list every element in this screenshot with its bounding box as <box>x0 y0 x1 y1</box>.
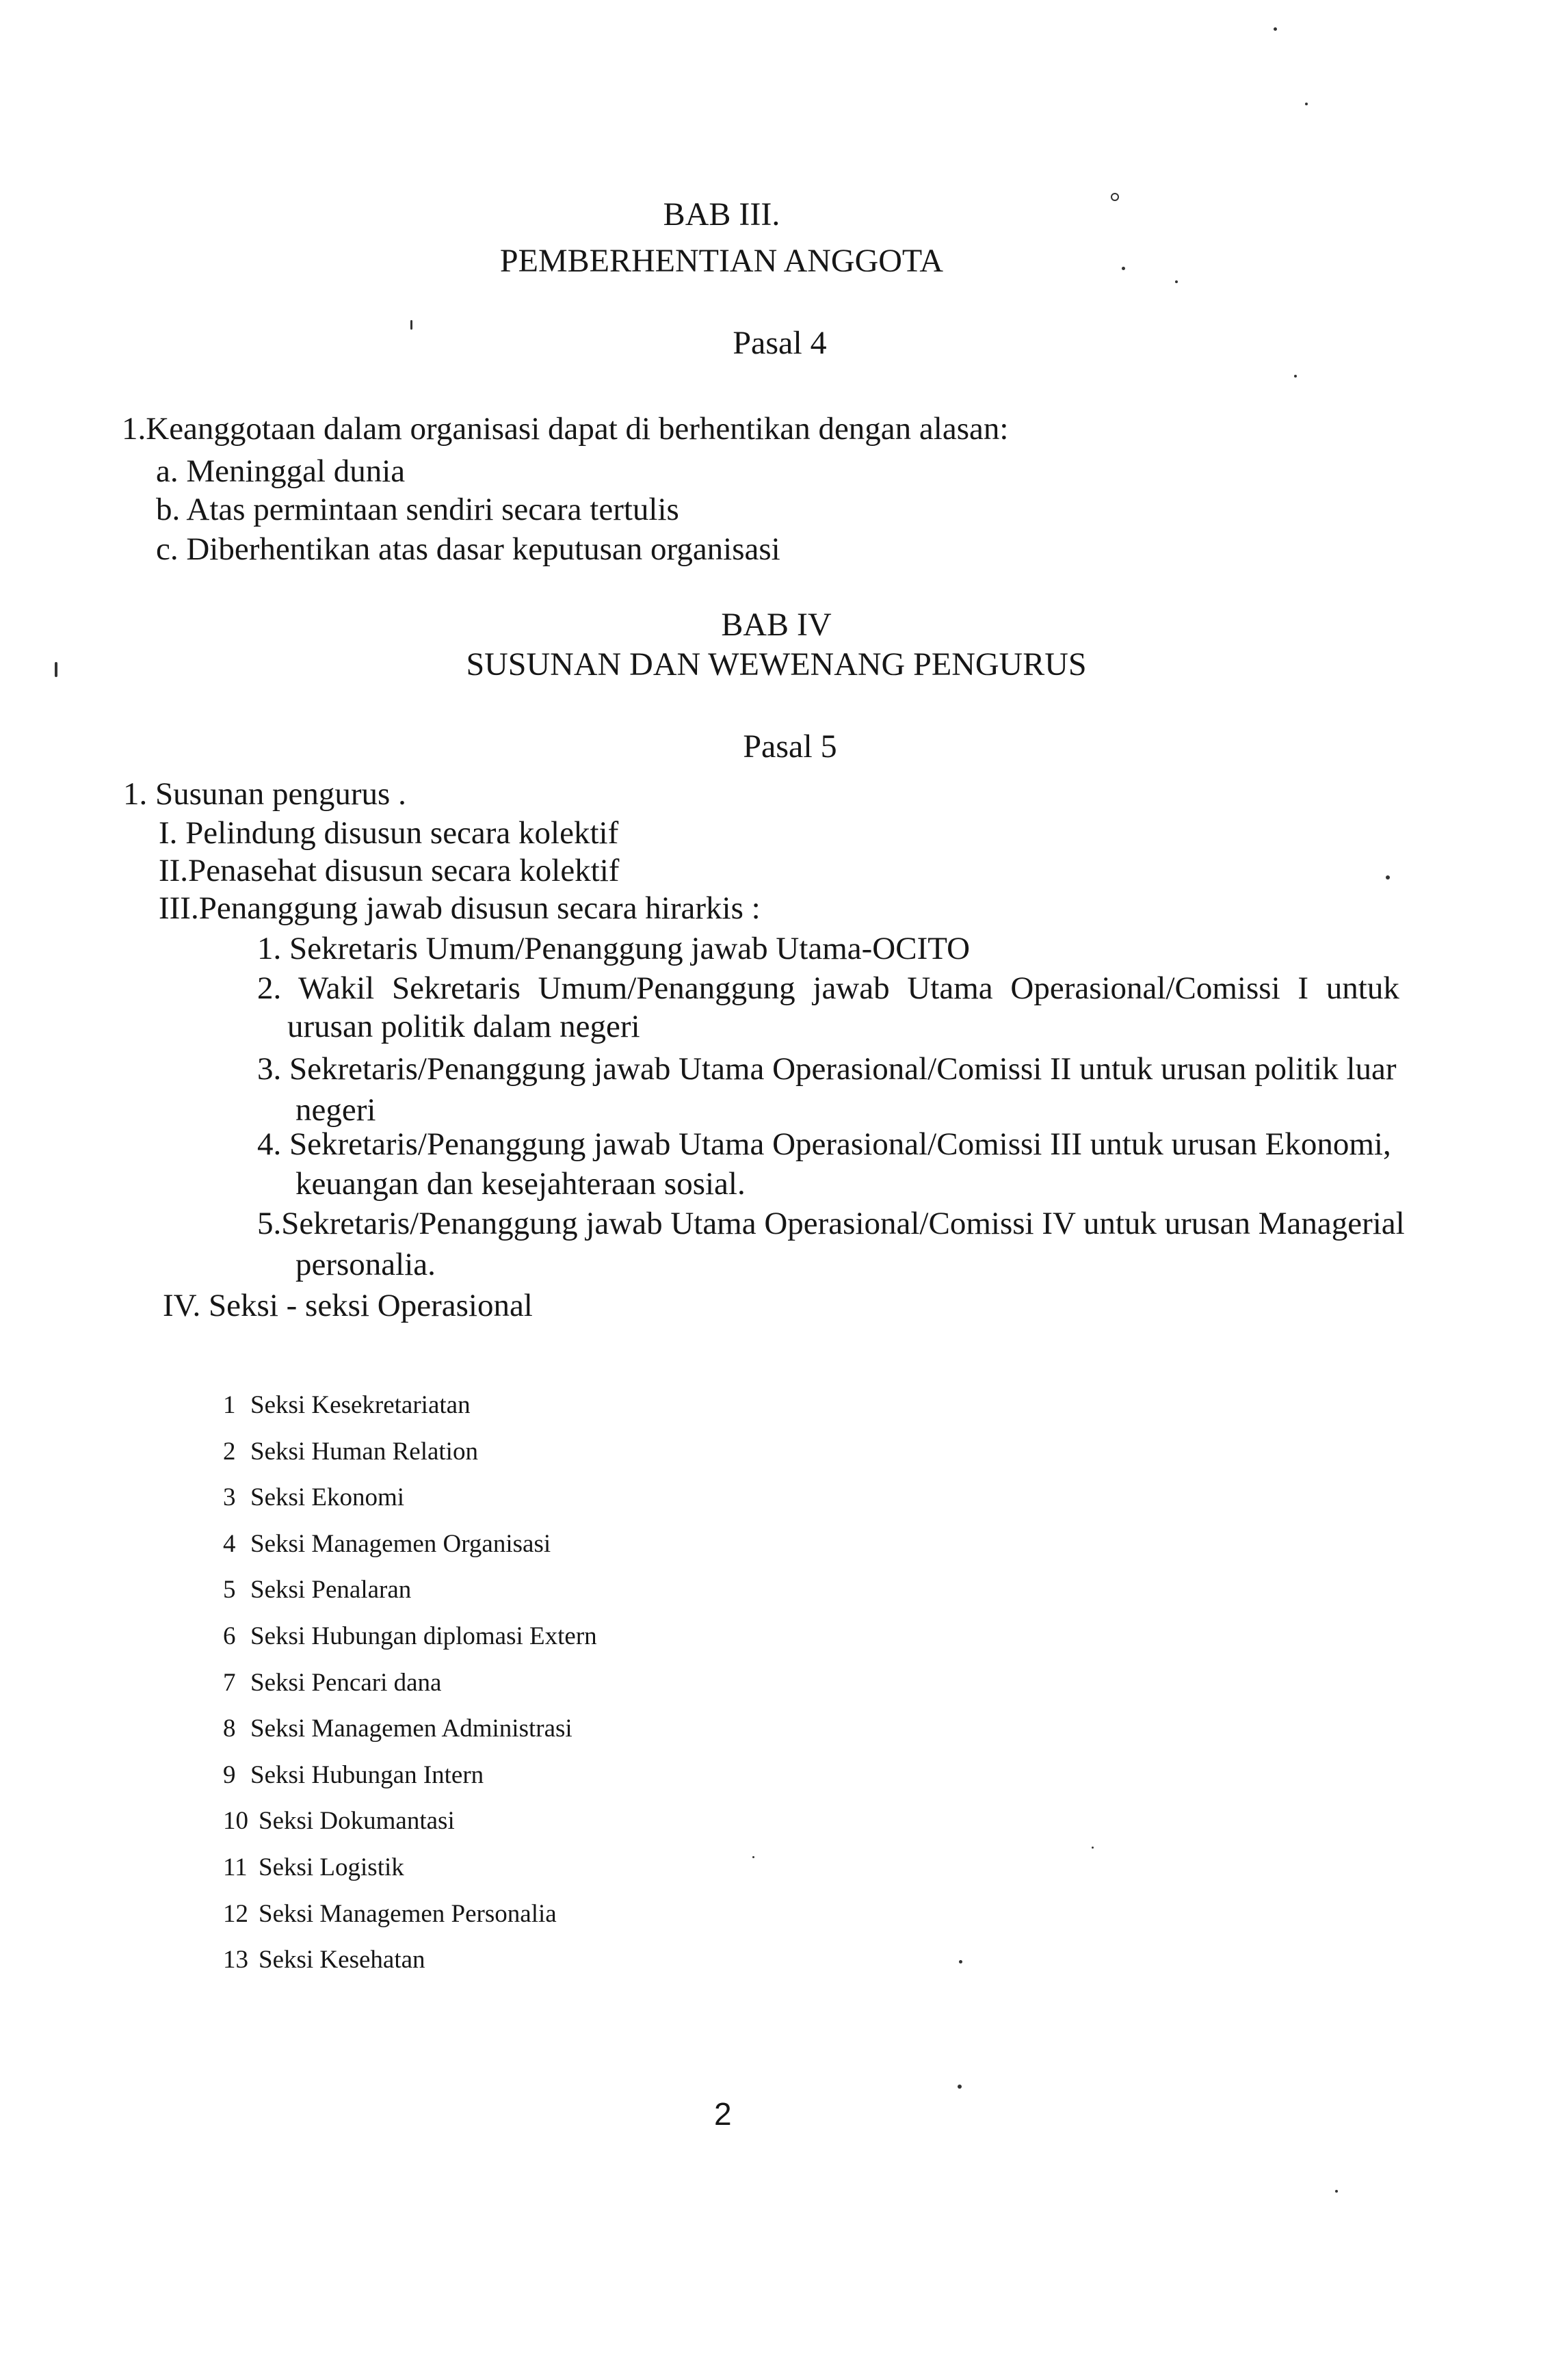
seksi-label: Seksi Kesehatan <box>259 1946 425 1974</box>
seksi-number: 3 <box>223 1483 236 1512</box>
numbered-item-1: 1. Sekretaris Umum/Penanggung jawab Utama-OCITO <box>257 931 971 966</box>
roman-item-3: III.Penanggung jawab disusun secara hirarkis : <box>159 890 761 926</box>
scan-speck <box>958 2085 962 2089</box>
seksi-label: Seksi Ekonomi <box>250 1483 405 1512</box>
scan-speck <box>959 1960 962 1964</box>
seksi-label: Seksi Hubungan diplomasi Extern <box>250 1622 597 1650</box>
seksi-label: Seksi Hubungan Intern <box>250 1760 484 1789</box>
seksi-item <box>223 1439 478 1464</box>
bab3-intro: 1.Keanggotaan dalam organisasi dapat di berhentikan dengan alasan: <box>122 411 1009 447</box>
seksi-number: 6 <box>223 1622 236 1650</box>
bab4-title: BAB IV <box>721 607 832 643</box>
seksi-item <box>223 1762 484 1788</box>
page-number: 2 <box>714 2096 732 2132</box>
scan-speck <box>410 320 412 330</box>
scan-speck <box>55 662 57 677</box>
seksi-label: Seksi Managemen Administrasi <box>250 1715 572 1743</box>
numbered-item-4-line1: 4. Sekretaris/Penanggung jawab Utama Operasional/Comissi III untuk urusan Ekonomi, <box>257 1126 1391 1162</box>
scan-speck <box>752 1856 754 1858</box>
seksi-item <box>223 1716 572 1741</box>
scan-speck <box>1092 1847 1094 1849</box>
seksi-item <box>223 1624 597 1649</box>
seksi-label: Seksi Dokumantasi <box>259 1807 455 1836</box>
numbered-item-5-line1: 5.Sekretaris/Penanggung jawab Utama Operasional/Comissi IV untuk urusan Managerial <box>257 1206 1405 1241</box>
seksi-number: 9 <box>223 1760 236 1789</box>
seksi-label: Seksi Managemen Organisasi <box>250 1529 551 1558</box>
seksi-label: Seksi Logistik <box>259 1853 404 1881</box>
seksi-item <box>223 1855 404 1880</box>
roman-item-4: IV. Seksi - seksi Operasional <box>163 1288 533 1323</box>
numbered-item-3-line2: negeri <box>295 1092 376 1128</box>
seksi-item <box>223 1808 455 1834</box>
bab3-subtitle: PEMBERHENTIAN ANGGOTA <box>499 243 944 279</box>
scan-speck <box>1274 27 1277 31</box>
seksi-number: 4 <box>223 1529 236 1558</box>
bab3-title: BAB III. <box>663 196 780 233</box>
bab3-item-b: b. Atas permintaan sendiri secara tertulis <box>156 492 679 527</box>
bab4-intro: 1. Susunan pengurus . <box>123 776 406 812</box>
seksi-label: Seksi Human Relation <box>250 1437 478 1466</box>
seksi-number: 5 <box>223 1576 236 1604</box>
numbered-item-2-line1: 2. Wakil Sekretaris Umum/Penanggung jawab Utama Operasional/Comissi I untuk <box>257 970 1399 1006</box>
numbered-item-4-line2: keuangan dan kesejahteraan sosial. <box>295 1166 746 1202</box>
seksi-item <box>223 1947 425 1972</box>
seksi-number: 7 <box>223 1668 236 1697</box>
seksi-number: 12 <box>223 1899 248 1928</box>
seksi-number: 2 <box>223 1437 236 1466</box>
scan-speck <box>1122 267 1125 270</box>
bab3-pasal: Pasal 4 <box>733 325 827 361</box>
roman-item-1: I. Pelindung disusun secara kolektif <box>159 815 619 851</box>
scan-speck <box>1175 280 1178 283</box>
roman-item-2: II.Penasehat disusun secara kolektif <box>159 853 620 888</box>
bab3-item-a: a. Meninggal dunia <box>156 453 406 489</box>
numbered-item-2-line2: urusan politik dalam negeri <box>287 1009 640 1044</box>
seksi-label: Seksi Kesekretariatan <box>250 1391 471 1419</box>
seksi-label: Seksi Penalaran <box>250 1576 412 1604</box>
scan-speck <box>1111 193 1119 201</box>
numbered-item-3-line1: 3. Sekretaris/Penanggung jawab Utama Operasional/Comissi II untuk urusan politik luar <box>257 1051 1397 1087</box>
seksi-item <box>223 1531 551 1557</box>
numbered-item-5-line2: personalia. <box>295 1247 436 1282</box>
scan-speck <box>1294 375 1297 378</box>
seksi-item <box>223 1577 411 1602</box>
seksi-number: 8 <box>223 1715 236 1743</box>
scan-speck <box>1386 875 1390 880</box>
seksi-item <box>223 1670 441 1695</box>
bab4-pasal: Pasal 5 <box>743 728 837 765</box>
bab4-subtitle: SUSUNAN DAN WEWENANG PENGURUS <box>466 646 1087 683</box>
seksi-number: 10 <box>223 1807 248 1836</box>
seksi-item <box>223 1392 471 1418</box>
scan-speck <box>1305 103 1308 105</box>
seksi-label: Seksi Pencari dana <box>250 1668 442 1697</box>
seksi-item <box>223 1901 557 1927</box>
seksi-number: 13 <box>223 1946 248 1974</box>
scan-speck <box>1335 2190 1338 2193</box>
seksi-label: Seksi Managemen Personalia <box>259 1899 557 1928</box>
bab3-item-c: c. Diberhentikan atas dasar keputusan organisasi <box>156 531 780 567</box>
seksi-item <box>223 1485 404 1510</box>
seksi-number: 1 <box>223 1391 236 1419</box>
seksi-number: 11 <box>223 1853 248 1881</box>
